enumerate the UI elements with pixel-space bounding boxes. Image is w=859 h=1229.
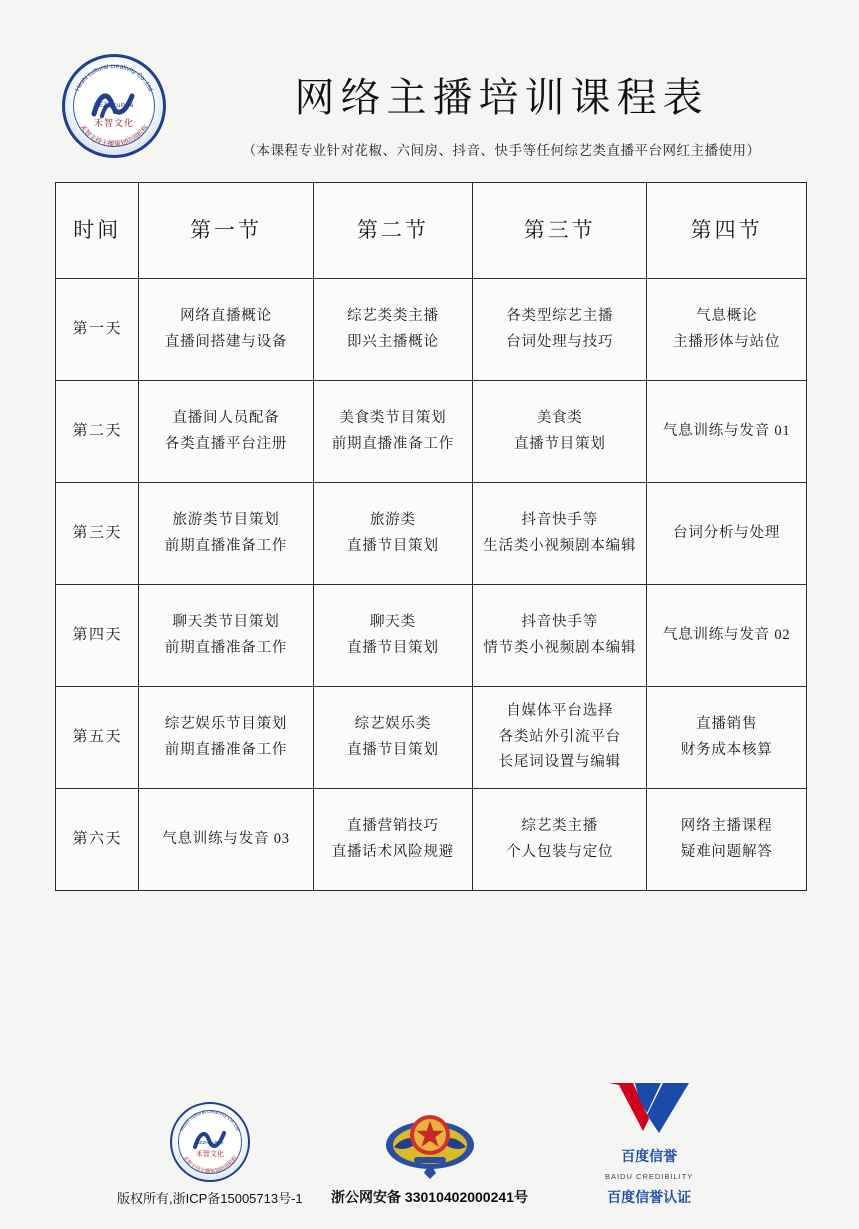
cell-line: 直播节目策划 [513,435,606,452]
row-day-label: 第六天 [56,789,139,891]
page-subtitle: （本课程专业针对花椒、六间房、抖音、快手等任何综艺类直播平台网红主播使用） [242,143,761,158]
cell-line: 直播间人员配备 [172,410,280,427]
document-header [0,0,859,160]
cell-line: 直播节目策划 [346,639,439,656]
cell-line: 网络主播课程 [680,818,773,835]
logo-arc-top-label: Heshi cultural creativity Co.,Ltd [74,62,154,93]
table-cell [473,585,647,687]
cell-line: 抖音快手等 [521,512,599,529]
cell-line: 聊天类节目策划 [172,614,280,631]
logo-cn-label: 禾智文化 [93,118,134,128]
cell-line: 直播营销技巧 [346,818,439,835]
schedule-table [55,182,807,891]
cell-line: 台词处理与技巧 [506,333,614,350]
table-header-row [56,183,807,279]
table-cell [473,279,647,381]
cell-line: 气息训练与发音 03 [162,830,290,847]
table-cell [473,687,647,789]
page-title: 网络主播培训课程表 [294,75,709,120]
baidu-credibility-icon [539,1095,759,1181]
cell-line: 财务成本核算 [680,741,773,758]
table-cell [647,687,807,789]
cell-line: 各类型综艺主播 [506,308,614,325]
cell-line: 前期直播准备工作 [164,639,288,656]
footer-badge-icp [100,1096,320,1207]
cell-line: 气息训练与发音 01 [662,422,791,439]
column-header-session-4: 第四节 [647,183,807,279]
cell-line: 抖音快手等 [521,614,599,631]
table-cell [473,381,647,483]
police-record-label[interactable]: 浙公网安备 33010402000241号 [331,1189,528,1205]
document-footer [0,1095,859,1207]
table-cell [647,279,807,381]
cell-line: 美食类 [536,410,583,427]
cell-line: 气息概论 [696,308,758,325]
cell-line: 前期直播准备工作 [164,537,288,554]
table-cell [139,687,313,789]
table-cell [473,483,647,585]
cell-line: 综艺类类主播 [346,308,439,325]
cell-line: 美食类节目策划 [339,410,447,427]
table-cell [313,585,473,687]
table-cell [647,483,807,585]
table-cell [647,381,807,483]
cell-line: 综艺娱乐节目策划 [164,716,288,733]
cell-line: 即兴主播概论 [346,333,439,350]
row-day-label: 第三天 [56,483,139,585]
row-day-label: 第五天 [56,687,139,789]
cell-line: 气息训练与发音 02 [662,626,791,643]
table-row [56,279,807,381]
baidu-certification-label[interactable]: 百度信誉认证 [607,1189,692,1205]
cell-line: 旅游类 [369,512,416,529]
table-cell [139,483,313,585]
row-day-label: 第一天 [56,279,139,381]
table-cell [313,789,473,891]
logo-arc-bottom-label: 禾智主持主播策划培训机构 [78,124,150,149]
cell-line: 直播话术风险规避 [331,843,455,860]
mini-logo-cn-label: 禾智文化 [195,1150,224,1158]
cell-line: 台词分析与处理 [673,524,781,541]
cell-line: 情节类小视频剧本编辑 [483,639,637,656]
table-cell [139,279,313,381]
table-head [56,183,807,279]
table-cell [313,483,473,585]
cell-line: 疑难问题解答 [680,843,773,860]
table-cell [647,789,807,891]
cell-line: 网络直播概论 [180,308,272,325]
cell-line: 个人包装与定位 [506,843,614,860]
table-cell [139,789,313,891]
table-row [56,381,807,483]
column-header-time: 时间 [56,183,139,279]
table-row [56,483,807,585]
cell-line: 综艺娱乐类 [354,716,432,733]
cell-line: 直播销售 [696,716,758,733]
table-cell [313,381,473,483]
cell-line: 旅游类节目策划 [172,512,280,529]
cell-line: 主播形体与站位 [673,333,781,350]
column-header-session-3: 第三节 [473,183,647,279]
footer-badges [60,1095,799,1207]
cell-line: 各类直播平台注册 [164,435,288,452]
cell-line: 直播节目策划 [346,537,439,554]
table-cell [139,381,313,483]
table-cell [313,687,473,789]
schedule-table-wrap [0,160,859,891]
svg-text:禾智主持主播策划培训机构: 禾智主持主播策划培训机构 [181,1155,239,1176]
company-seal-logo-icon [62,54,166,158]
table-row [56,585,807,687]
cell-line: 直播节目策划 [346,741,439,758]
column-header-session-2: 第二节 [313,183,473,279]
cell-line: 前期直播准备工作 [164,741,288,758]
table-row [56,687,807,789]
footer-company-logo-icon [100,1096,320,1182]
footer-badge-police [320,1095,540,1207]
logo-en-label: HEZHIculture [94,103,134,109]
svg-text:Heshi cultural creativity Co.,: Heshi cultural creativity Co.,Ltd [179,1108,241,1133]
table-cell [139,585,313,687]
table-cell [647,585,807,687]
footer-badge-baidu [539,1095,759,1207]
cell-line: 直播间搭建与设备 [164,333,288,350]
mini-logo-en-label: HEZHIculture [196,1140,224,1145]
table-row [56,789,807,891]
table-cell [313,279,473,381]
row-day-label: 第二天 [56,381,139,483]
cell-line: 综艺类主播 [521,818,599,835]
cell-line: 自媒体平台选择 [506,703,614,720]
icp-record-label[interactable]: 版权所有,浙ICP备15005713号-1 [116,1191,303,1206]
cell-line: 各类站外引流平台 [498,728,621,745]
column-header-session-1: 第一节 [139,183,313,279]
baidu-credibility-sub-label: BAIDU CREDIBILITY [605,1172,694,1181]
table-body [56,279,807,891]
title-block [166,48,819,159]
cell-line: 生活类小视频剧本编辑 [483,537,637,554]
cell-line: 聊天类 [369,614,416,631]
cell-line: 前期直播准备工作 [331,435,455,452]
table-cell [473,789,647,891]
cell-line: 长尾词设置与编辑 [498,754,621,771]
police-emblem-icon [320,1095,540,1181]
baidu-credibility-main-label: 百度信誉 [621,1148,678,1164]
row-day-label: 第四天 [56,585,139,687]
